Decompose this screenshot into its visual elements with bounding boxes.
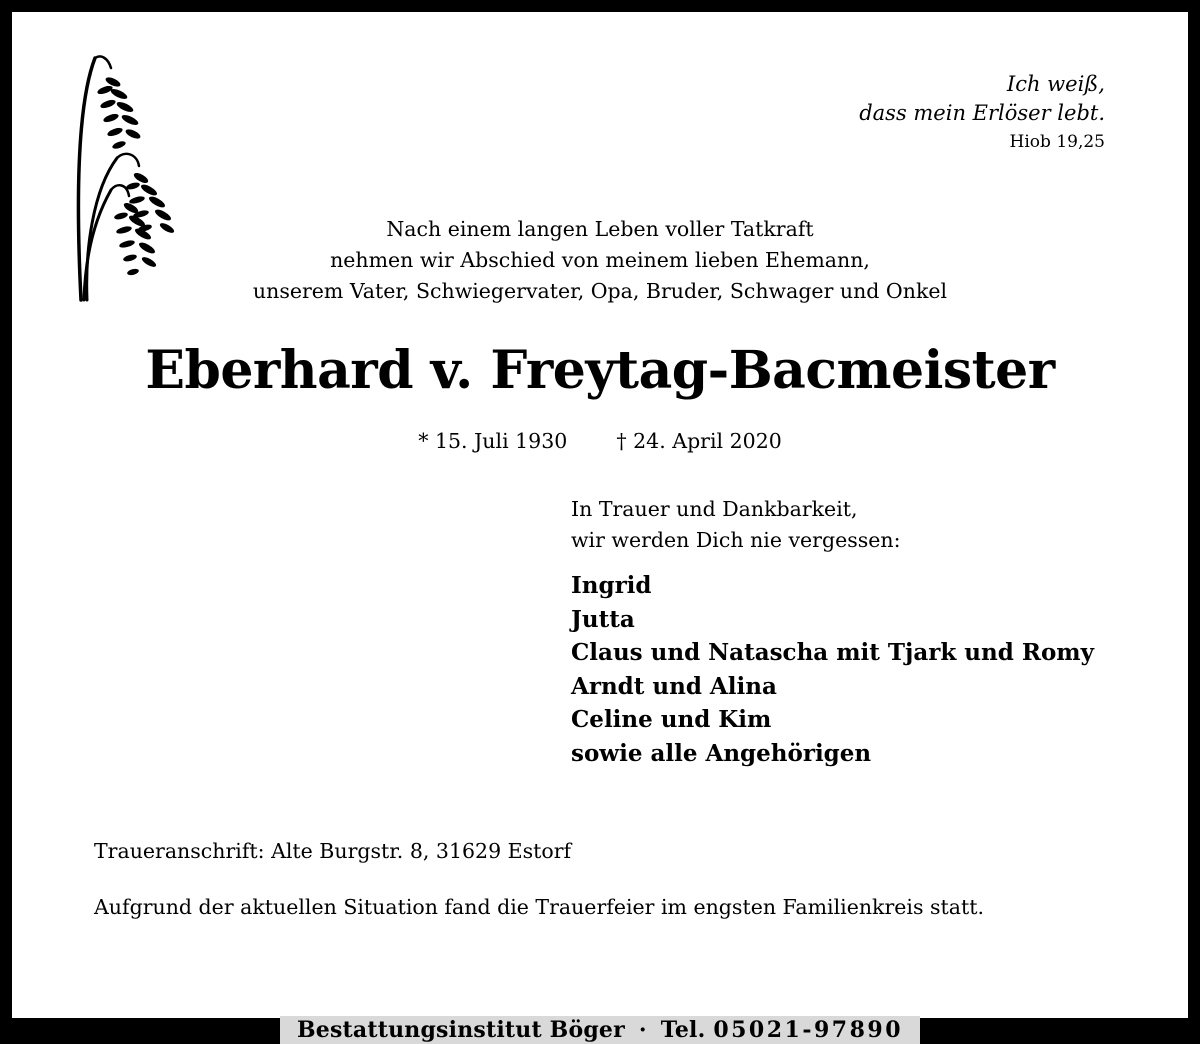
mourner-name: Jutta [571,605,635,633]
mourner-name: Ingrid [571,572,652,599]
mourners-intro-line: wir werden Dich nie vergessen: [571,528,901,552]
quote-reference: Hiob 19,25 [1009,132,1105,152]
birth-date: * 15. Juli 1930 [418,429,568,453]
intro-line: Nach einem langen Leben voller Tatkraft [386,217,814,241]
intro-line: nehmen wir Abschied von meinem lieben Ehemann, [330,248,870,272]
mourner-name: Celine und Kim [571,706,772,734]
funeral-notice: Aufgrund der aktuellen Situation fand die Trauerfeier im engsten Familienkreis statt. [94,895,984,919]
mourner-name: Claus und Natascha mit Tjark und Romy [571,639,1094,667]
funeral-home-footer [280,1016,920,1044]
footer-separator: · [638,1017,647,1043]
mourner-name: Arndt und Alina [571,672,777,700]
quote-line: dass mein Erlöser lebt. [859,101,1105,125]
deceased-name: Eberhard v. Freytag-Bacmeister [145,340,1055,401]
mourner-list [571,569,1094,771]
intro-line: unserem Vater, Schwiegervater, Opa, Bruder, Schwager und Onkel [252,279,948,303]
death-date: † 24. April 2020 [616,429,782,453]
quote-line: Ich weiß, [1006,72,1105,96]
mourners-intro-line: In Trauer und Dankbarkeit, [571,497,858,521]
intro-text [0,214,1200,307]
phone-number: 05021-97890 [713,1017,904,1043]
life-dates [0,426,1200,456]
mourner-name: sowie alle Angehörigen [571,739,872,767]
bible-quote [859,70,1105,156]
mourning-address: Traueranschrift: Alte Burgstr. 8, 31629 Estorf [94,839,572,863]
funeral-home-name: Bestattungsinstitut Böger [296,1017,625,1043]
phone-label: Tel. [660,1017,706,1043]
mourners-block [571,494,1094,771]
